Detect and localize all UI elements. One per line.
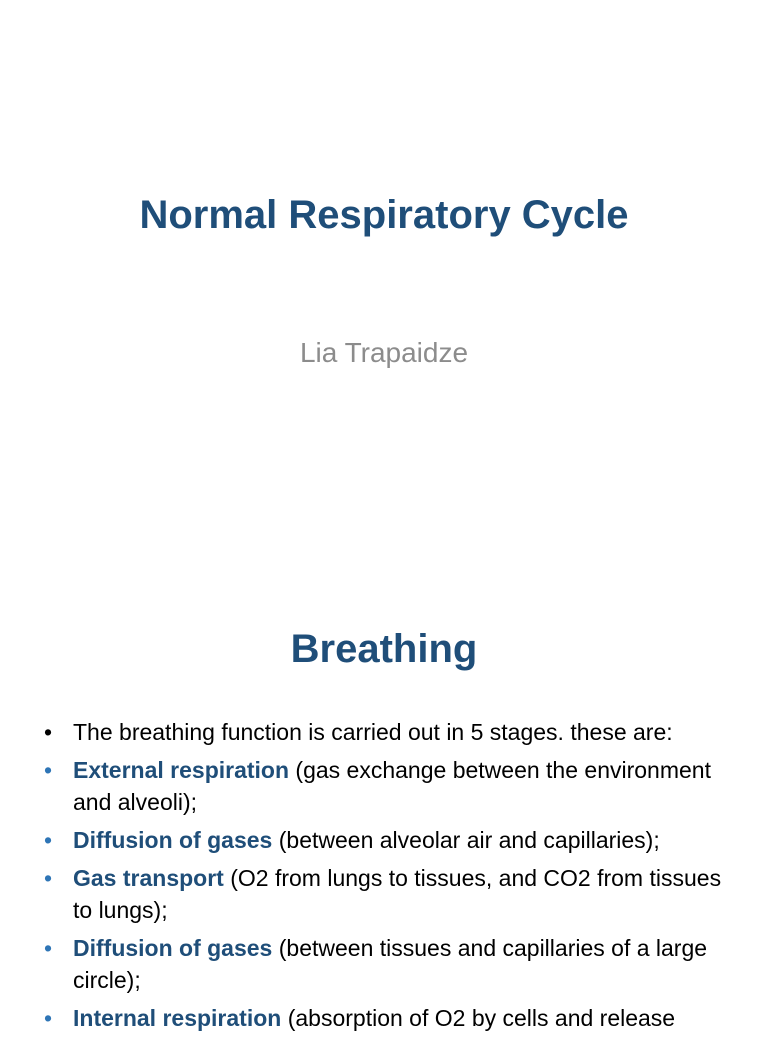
stage-term: Diffusion of gases [73,935,273,961]
breathing-slide [0,576,768,1031]
bullet-list [0,716,768,1040]
stage-term: Diffusion of gases [73,827,273,853]
bullet-stage-5 [0,1002,768,1034]
bullet-intro [0,716,768,748]
bullet-stage-4 [0,932,768,996]
bullet-intro-text: The breathing function is carried out in 5 stages. these are: [73,719,673,745]
bullet-dot-icon: • [44,719,53,745]
bullet-stage-2 [0,824,768,856]
stage-text: (between alveolar air and capillaries); [272,827,660,853]
bullet-dot-icon: • [44,1005,53,1031]
bullet-dot-icon: • [44,865,53,891]
bullet-dot-icon: • [44,935,53,961]
bullet-dot-icon: • [44,757,53,783]
bullet-stage-3 [0,862,768,926]
author-name: Lia Trapaidze [299,337,469,368]
stage-term: Internal respiration [73,1005,282,1031]
presentation-title: Normal Respiratory Cycle [139,193,629,237]
bullet-stage-1 [0,754,768,818]
stage-text: (O2 from lungs to tissues, and CO2 from tissues to lungs); [73,865,722,923]
stage-term: Gas transport [73,865,224,891]
stage-text: (between tissues and capillaries of a large circle); [73,935,708,993]
slide-title: Breathing [290,627,478,671]
stage-text: (absorption of O2 by cells and release [281,1005,676,1031]
stage-term: External respiration [73,757,290,783]
bullet-dot-icon: • [44,827,53,853]
stage-text: (gas exchange between the environment and alveoli); [73,757,711,815]
